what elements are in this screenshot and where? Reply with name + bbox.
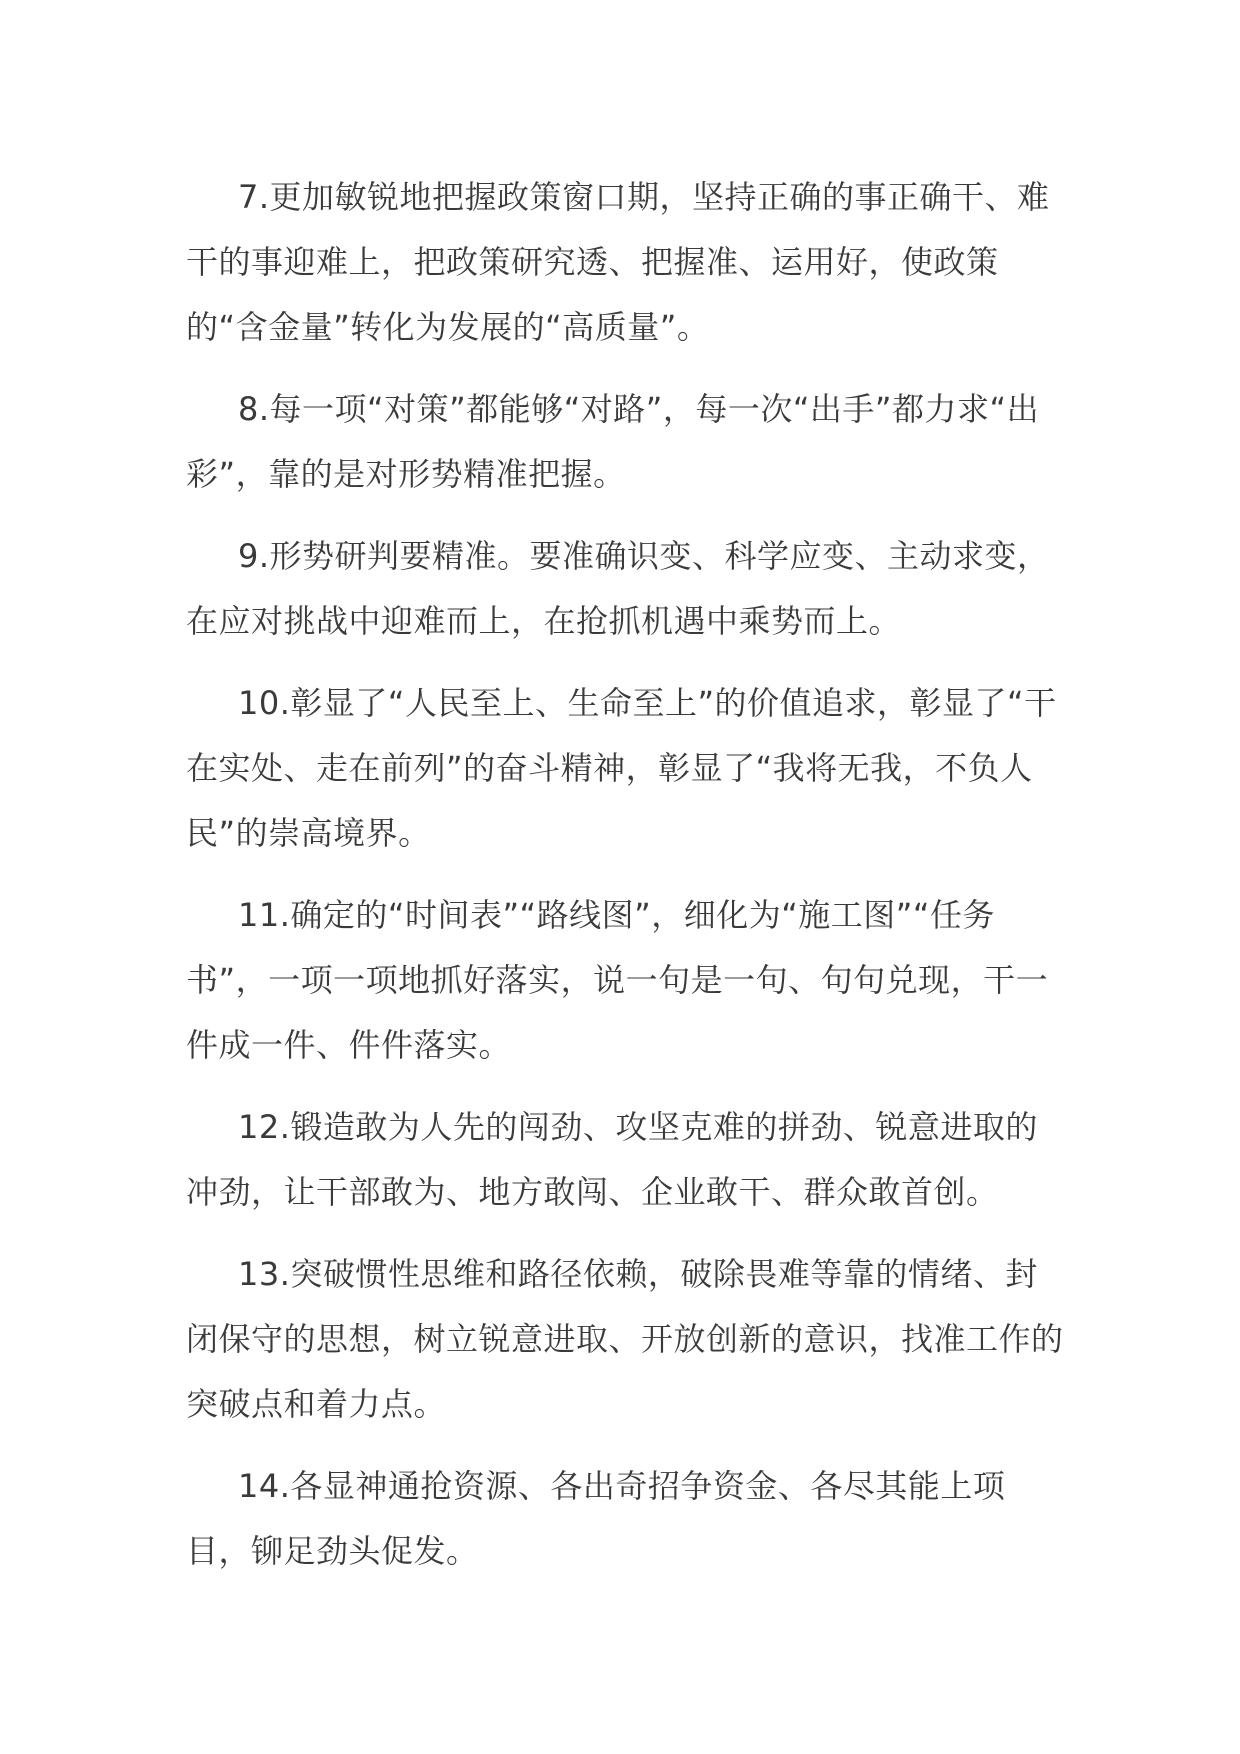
paragraph-11: 11.确定的“时间表”“路线图”，细化为“施工图”“任务书”，一项一项地抓好落实，说一句是一句、句句兑现，干一件成一件、件件落实。 [186,896,1049,1064]
paragraph-10: 10.彰显了“人民至上、生命至上”的价值追求，彰显了“干在实处、走在前列”的奋斗精神，彰显了“我将无我，不负人民”的崇高境界。 [186,684,1057,852]
paragraph-8: 8.每一项“对策”都能够“对路”，每一次“出手”都力求“出彩”，靠的是对形势精准把握。 [186,390,1040,493]
paragraph-7: 7.更加敏锐地把握政策窗口期，坚持正确的事正确干、难干的事迎难上，把政策研究透、把握准、运用好，使政策的“含金量”转化为发展的“高质量”。 [186,178,1050,346]
paragraph-12: 12.锻造敢为人先的闯劲、攻坚克难的拼劲、锐意进取的冲劲，让干部敢为、地方敢闯、企业敢干、群众敢首创。 [186,1108,1038,1211]
paragraph-13: 13.突破惯性思维和路径依赖，破除畏难等靠的情绪、封闭保守的思想，树立锐意进取、开放创新的意识，找准工作的突破点和着力点。 [186,1255,1064,1423]
document-body [186,165,1066,1601]
paragraph-9: 9.形势研判要精准。要准确识变、科学应变、主动求变，在应对挑战中迎难而上，在抢抓机遇中乘势而上。 [186,537,1050,640]
paragraph-14: 14.各显神通抢资源、各出奇招争资金、各尽其能上项目，铆足劲头促发。 [186,1467,1006,1570]
